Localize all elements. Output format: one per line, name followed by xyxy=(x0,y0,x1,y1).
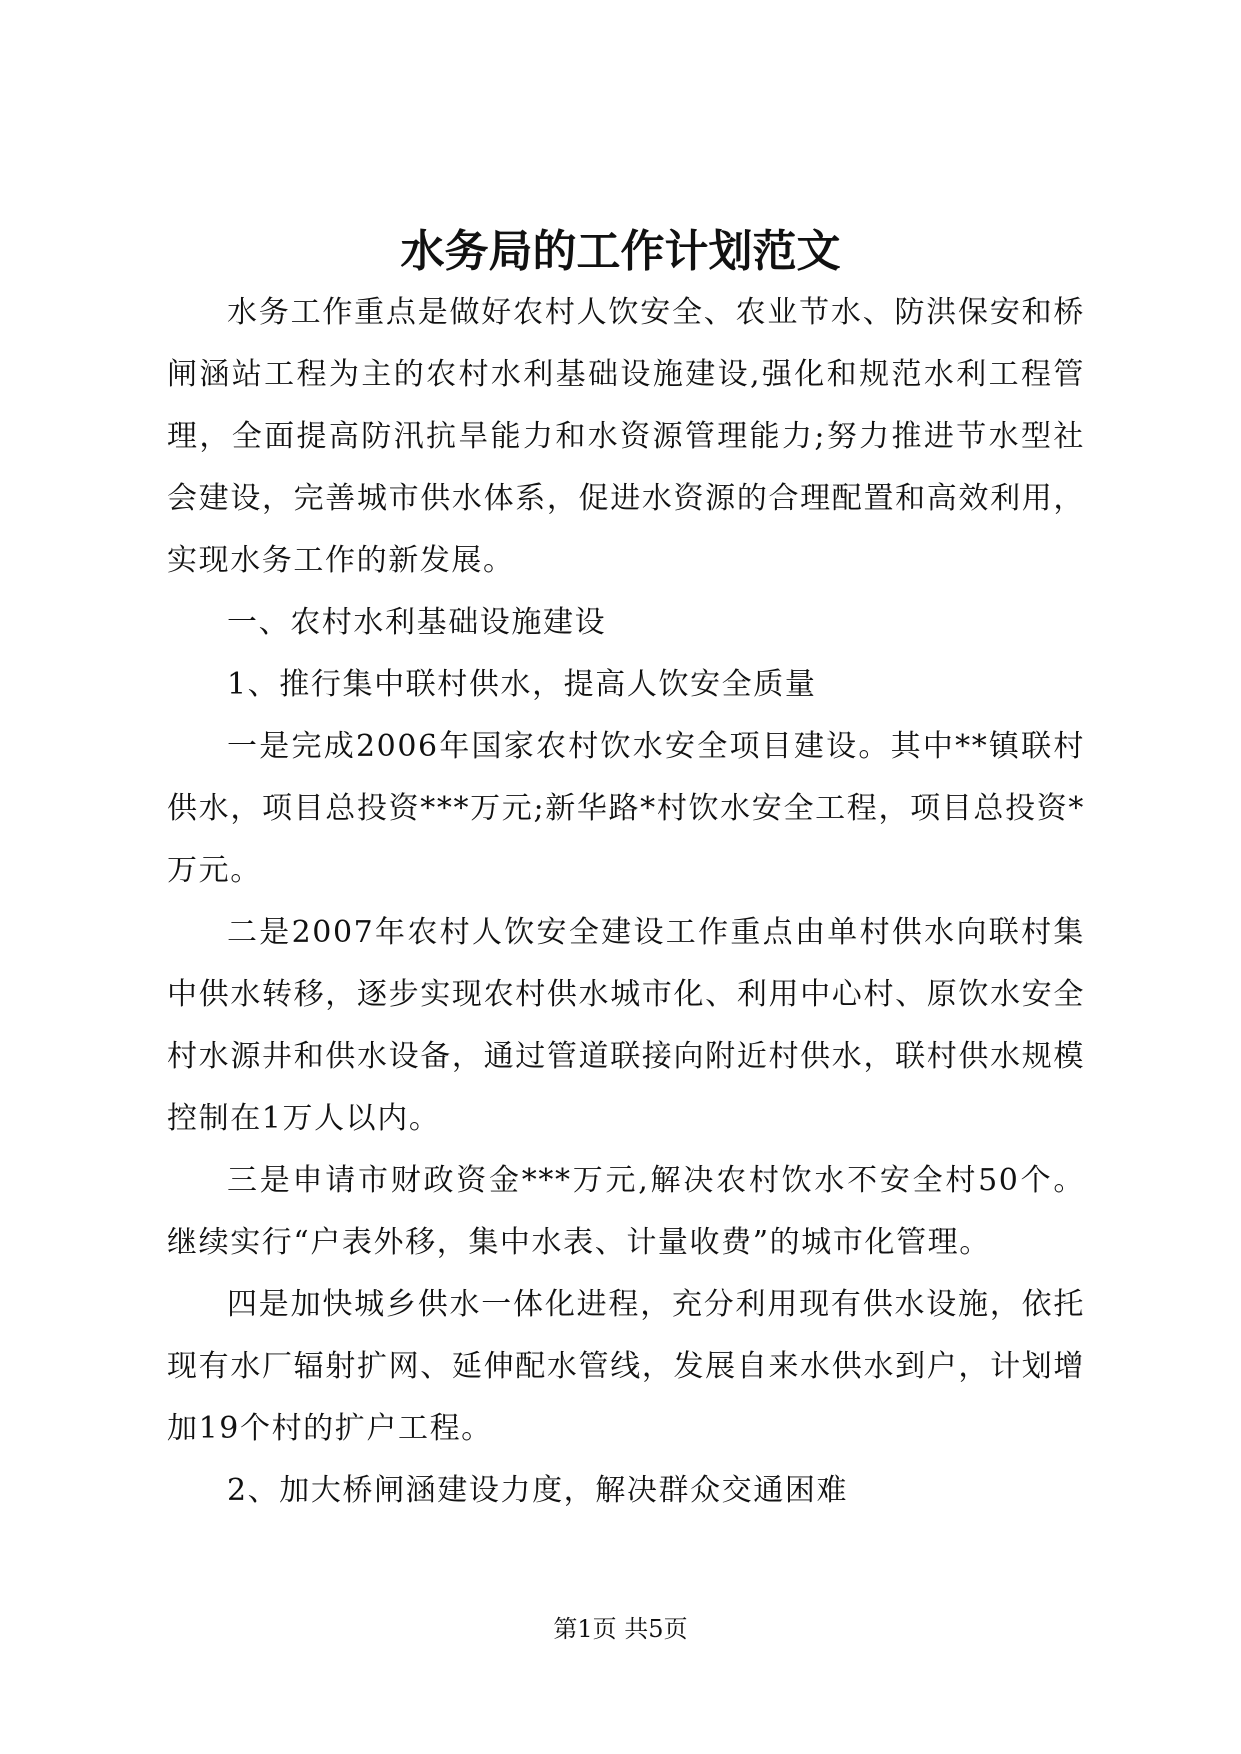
paragraph-item-3: 三是申请市财政资金***万元,解决农村饮水不安全村50个。继续实行“户表外移，集中水表、计量收费”的城市化管理。 xyxy=(167,1163,1085,1260)
subsection-heading-2: 2、加大桥闸涵建设力度，解决群众交通困难 xyxy=(227,1473,849,1508)
paragraph-item-1: 一是完成2006年国家农村饮水安全项目建设。其中**镇联村供水，项目总投资***万元;新华路*村饮水安全工程，项目总投资*万元。 xyxy=(167,729,1085,888)
paragraph-intro: 水务工作重点是做好农村人饮安全、农业节水、防洪保安和桥闸涵站工程为主的农村水利基础设施建设,强化和规范水利工程管理，全面提高防汛抗旱能力和水资源管理能力;努力推进节水型社会建设，完善城市供水体系，促进水资源的合理配置和高效利用，实现水务工作的新发展。 xyxy=(167,295,1085,578)
paragraph-item-4: 四是加快城乡供水一体化进程，充分利用现有供水设施，依托现有水厂辐射扩网、延伸配水管线，发展自来水供水到户，计划增加19个村的扩户工程。 xyxy=(167,1287,1085,1446)
document-title: 水务局的工作计划范文 xyxy=(400,226,841,277)
page-number-footer: 第1页 共5页 xyxy=(553,1615,688,1643)
document-body xyxy=(167,282,1085,1522)
paragraph-item-2: 二是2007年农村人饮安全建设工作重点由单村供水向联村集中供水转移，逐步实现农村供水城市化、利用中心村、原饮水安全村水源井和供水设备，通过管道联接向附近村供水，联村供水规模控制在1万人以内。 xyxy=(167,915,1085,1136)
subsection-heading-1: 1、推行集中联村供水，提高人饮安全质量 xyxy=(227,667,817,702)
section-heading-1: 一、农村水利基础设施建设 xyxy=(227,605,607,640)
